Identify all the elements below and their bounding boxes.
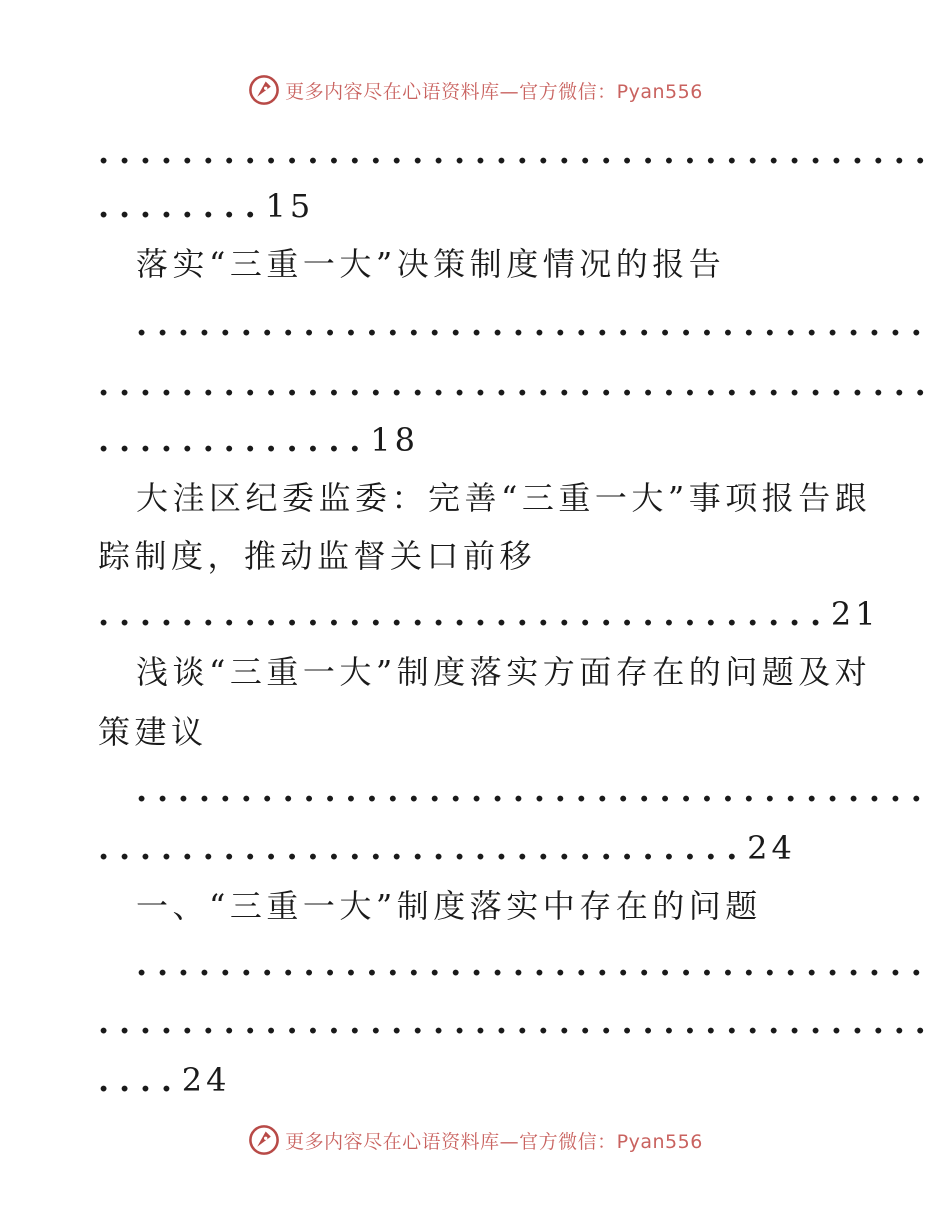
toc-entry-title[interactable]: 落实“三重一大”决策制度情况的报告 [136, 245, 726, 283]
toc-leader-dots: ........................................ [98, 133, 936, 171]
toc-entry-title[interactable]: 一、“三重一大”制度落实中存在的问题 [136, 887, 762, 925]
toc-page-number: 21 [830, 595, 880, 633]
toc-leader-dots: ........................................ [98, 1003, 936, 1041]
toc-leader-dots: ...................................... [136, 305, 932, 343]
toc-entry-title[interactable]: 浅谈“三重一大”制度落实方面存在的问题及对 [136, 653, 872, 691]
toc-page-number: 24 [181, 1061, 231, 1099]
toc-leader-dots-end: ........15 [98, 187, 315, 225]
toc-page-number: 24 [747, 829, 796, 867]
footer-banner [0, 1122, 950, 1158]
footer-banner-text: 更多内容尽在心语资料库—官方微信：Pyan556 [285, 1130, 703, 1153]
toc-entry-title-cont[interactable]: 踪制度，推动监督关口前移 [98, 537, 537, 575]
toc-entry-title[interactable]: 大洼区纪委监委：完善“三重一大”事项报告跟 [136, 479, 872, 517]
toc-leader-dots-end: ...............................24 [98, 829, 796, 867]
toc-page-number: 15 [265, 187, 315, 225]
toc-entry-title-cont[interactable]: 策建议 [98, 713, 208, 751]
toc-leader-dots-end: ...................................21 [98, 595, 880, 633]
toc-leader-dots-end: .............18 [98, 421, 419, 459]
toc-page-number: 18 [370, 421, 419, 459]
header-banner-text: 更多内容尽在心语资料库—官方微信：Pyan556 [285, 80, 703, 103]
toc-leader-dots: ...................................... [136, 771, 932, 809]
toc-leader-dots-end: ....24 [98, 1061, 231, 1099]
toc-leader-dots: ........................................ [98, 365, 936, 403]
toc-leader-dots: ...................................... [136, 945, 932, 983]
pen-nib-logo-icon [247, 1123, 281, 1157]
